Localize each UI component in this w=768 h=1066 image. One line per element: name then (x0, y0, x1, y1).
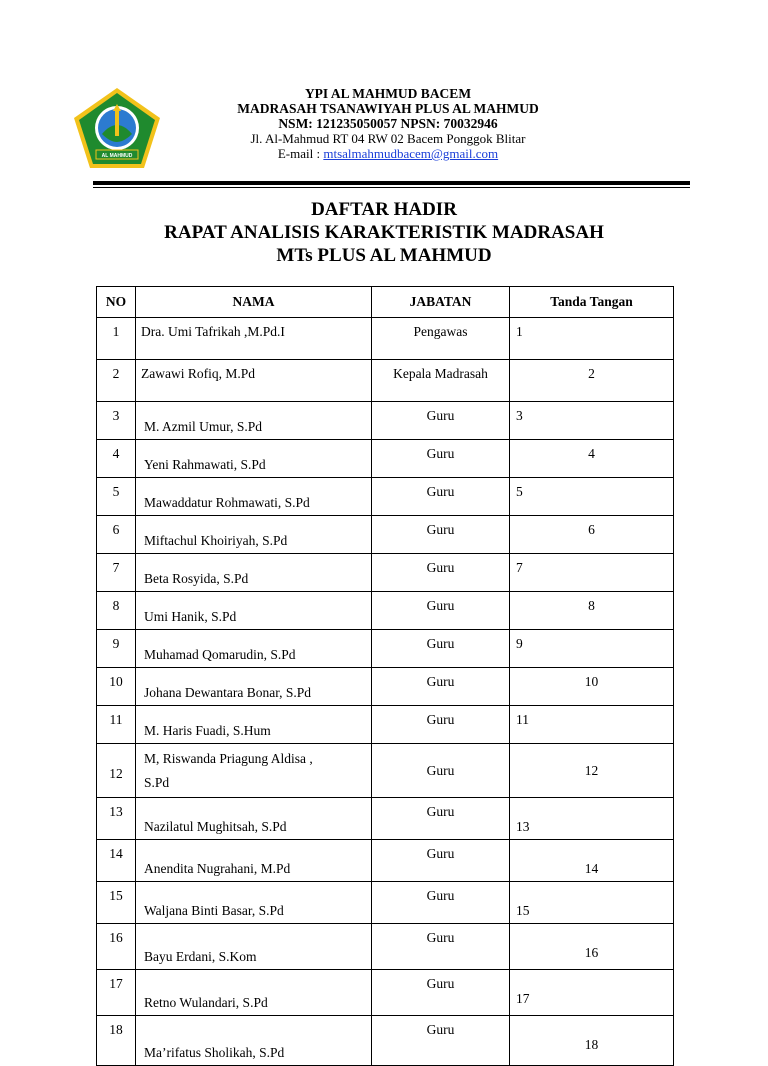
table-row (97, 970, 674, 1016)
signature-number: 1 (516, 324, 523, 339)
signature-number: 12 (584, 762, 599, 778)
row-number: 17 (97, 970, 136, 1016)
row-name: M. Azmil Umur, S.Pd (136, 402, 372, 440)
row-signature[interactable] (510, 402, 674, 440)
table-row (97, 592, 674, 630)
table-row (97, 706, 674, 744)
table-row (97, 554, 674, 592)
signature-number: 7 (516, 560, 523, 575)
row-position: Guru (372, 516, 510, 554)
svg-text:AL MAHMUD: AL MAHMUD (101, 153, 133, 159)
letterhead (0, 0, 768, 190)
table-row (97, 440, 674, 478)
row-position: Guru (372, 924, 510, 970)
signature-number: 3 (516, 408, 523, 423)
table-row (97, 318, 674, 360)
row-position: Guru (372, 554, 510, 592)
row-signature[interactable] (510, 360, 674, 402)
row-number: 7 (97, 554, 136, 592)
signature-number: 9 (516, 636, 523, 651)
row-number: 13 (97, 798, 136, 840)
header-divider-thin (93, 187, 690, 188)
row-position: Guru (372, 478, 510, 516)
row-position: Guru (372, 1016, 510, 1066)
row-signature[interactable] (510, 630, 674, 668)
row-name: Yeni Rahmawati, S.Pd (136, 440, 372, 478)
row-signature[interactable] (510, 318, 674, 360)
title-line-2: RAPAT ANALISIS KARAKTERISTIK MADRASAH (164, 222, 604, 243)
school-address: Jl. Al-Mahmud RT 04 RW 02 Bacem Ponggok Blitar (250, 131, 526, 146)
row-signature[interactable] (510, 744, 674, 798)
row-name: Waljana Binti Basar, S.Pd (136, 882, 372, 924)
row-signature[interactable] (510, 516, 674, 554)
row-name: Mawaddatur Rohmawati, S.Pd (136, 478, 372, 516)
row-number: 10 (97, 668, 136, 706)
row-position: Guru (372, 970, 510, 1016)
row-position: Pengawas (372, 318, 510, 360)
row-signature[interactable] (510, 840, 674, 882)
row-number: 15 (97, 882, 136, 924)
signature-number: 5 (516, 484, 523, 499)
header-no: NO (97, 287, 136, 318)
email-link[interactable]: mtsalmahmudbacem@gmail.com (323, 146, 499, 161)
row-name: Miftachul Khoiriyah, S.Pd (136, 516, 372, 554)
row-signature[interactable] (510, 970, 674, 1016)
email-label: E-mail : (277, 146, 324, 161)
signature-number: 18 (584, 1037, 599, 1052)
row-number: 12 (97, 744, 136, 798)
header-nama: NAMA (136, 287, 372, 318)
table-row (97, 360, 674, 402)
row-signature[interactable] (510, 798, 674, 840)
row-position: Guru (372, 706, 510, 744)
row-number: 8 (97, 592, 136, 630)
row-position: Guru (372, 882, 510, 924)
row-name: Muhamad Qomarudin, S.Pd (136, 630, 372, 668)
row-signature[interactable] (510, 592, 674, 630)
row-name-line-2: S.Pd (144, 774, 170, 790)
table-row (97, 882, 674, 924)
table-row (97, 478, 674, 516)
letterhead-text (180, 86, 596, 161)
signature-number: 10 (584, 674, 599, 689)
header-tanda-tangan: Tanda Tangan (510, 287, 674, 318)
header-divider-thick (93, 181, 690, 185)
row-name: Johana Dewantara Bonar, S.Pd (136, 668, 372, 706)
row-number: 2 (97, 360, 136, 402)
row-number: 14 (97, 840, 136, 882)
school-ids: NSM: 121235050057 NPSN: 70032946 (278, 116, 498, 131)
row-signature[interactable] (510, 440, 674, 478)
signature-number: 15 (516, 903, 530, 918)
row-signature[interactable] (510, 478, 674, 516)
signature-number: 16 (584, 945, 599, 960)
row-number: 9 (97, 630, 136, 668)
row-number: 1 (97, 318, 136, 360)
document-title (0, 198, 768, 267)
row-signature[interactable] (510, 554, 674, 592)
row-position: Guru (372, 402, 510, 440)
table-header-row (97, 287, 674, 318)
signature-number: 8 (588, 598, 595, 613)
row-name: Bayu Erdani, S.Kom (136, 924, 372, 970)
row-name: Beta Rosyida, S.Pd (136, 554, 372, 592)
row-position: Guru (372, 630, 510, 668)
row-name: Anendita Nugrahani, M.Pd (136, 840, 372, 882)
title-line-1: DAFTAR HADIR (311, 199, 457, 220)
row-name (136, 744, 372, 798)
row-signature[interactable] (510, 706, 674, 744)
table-row (97, 1016, 674, 1066)
table-row (97, 840, 674, 882)
row-number: 16 (97, 924, 136, 970)
table-row (97, 516, 674, 554)
row-signature[interactable] (510, 1016, 674, 1066)
row-name: Ma’rifatus Sholikah, S.Pd (136, 1016, 372, 1066)
row-position: Guru (372, 840, 510, 882)
row-signature[interactable] (510, 668, 674, 706)
title-line-3: MTs PLUS AL MAHMUD (276, 245, 492, 266)
row-position: Kepala Madrasah (372, 360, 510, 402)
row-name: Retno Wulandari, S.Pd (136, 970, 372, 1016)
row-position: Guru (372, 592, 510, 630)
row-number: 4 (97, 440, 136, 478)
row-name: Zawawi Rofiq, M.Pd (136, 360, 372, 402)
row-position: Guru (372, 440, 510, 478)
row-position: Guru (372, 798, 510, 840)
row-name: M. Haris Fuadi, S.Hum (136, 706, 372, 744)
table-row (97, 744, 674, 798)
row-number: 18 (97, 1016, 136, 1066)
signature-number: 2 (588, 366, 595, 381)
row-position: Guru (372, 744, 510, 798)
table-row (97, 668, 674, 706)
row-number: 11 (97, 706, 136, 744)
row-position: Guru (372, 668, 510, 706)
table-row (97, 402, 674, 440)
email-line (180, 146, 596, 161)
foundation-name: YPI AL MAHMUD BACEM (304, 86, 472, 101)
row-number: 3 (97, 402, 136, 440)
row-name: Umi Hanik, S.Pd (136, 592, 372, 630)
table-row (97, 924, 674, 970)
row-name: Nazilatul Mughitsah, S.Pd (136, 798, 372, 840)
signature-number: 13 (516, 819, 530, 834)
signature-number: 11 (516, 712, 529, 727)
row-number: 6 (97, 516, 136, 554)
school-logo (72, 86, 162, 170)
signature-number: 6 (588, 522, 595, 537)
row-signature[interactable] (510, 924, 674, 970)
header-jabatan: JABATAN (372, 287, 510, 318)
row-name-line-1: M, Riswanda Priagung Aldisa , (144, 750, 313, 766)
signature-number: 14 (584, 861, 599, 876)
table-row (97, 798, 674, 840)
row-signature[interactable] (510, 882, 674, 924)
attendance-table (96, 286, 674, 1066)
school-name: MADRASAH TSANAWIYAH PLUS AL MAHMUD (237, 101, 539, 116)
signature-number: 17 (516, 991, 530, 1006)
row-number: 5 (97, 478, 136, 516)
table-row (97, 630, 674, 668)
row-name: Dra. Umi Tafrikah ,M.Pd.I (136, 318, 372, 360)
signature-number: 4 (588, 446, 595, 461)
